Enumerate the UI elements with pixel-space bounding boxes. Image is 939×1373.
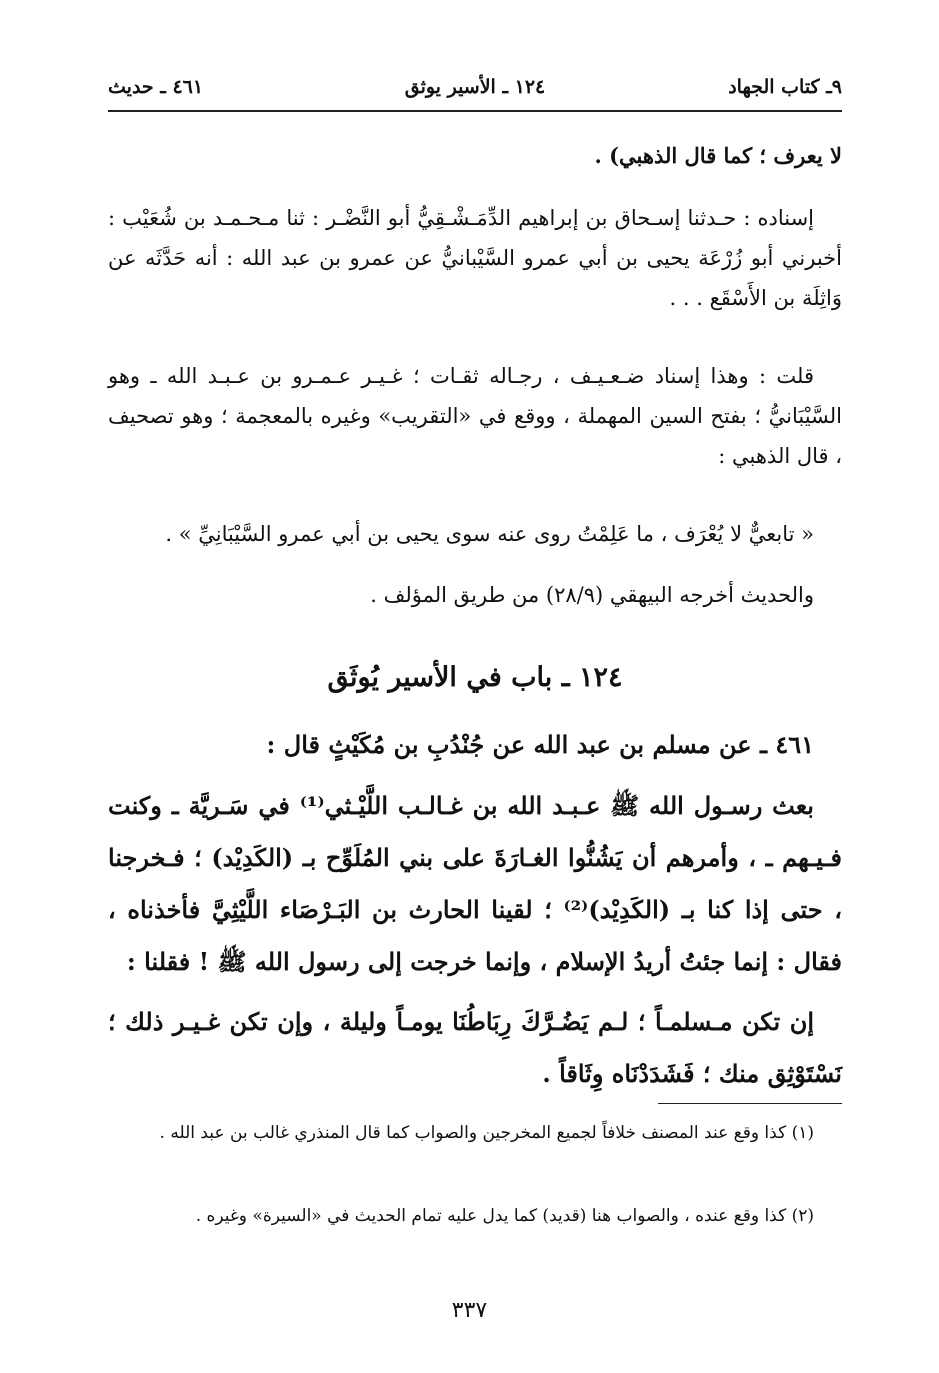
hadith-reply: إن تكن مـسلمـاً ؛ لـم يَضُـرَّكَ رِبَاطُنَا يومـاً وليلة ، وإن تكن غـيـر ذلك ؛ نَسْتَوْثِق منك ؛ فَشَدَدْنَاه وِثَاقاً . (108, 1007, 842, 1088)
intro-tail: لا يعرف ؛ كما قال الذهبي) . (594, 143, 842, 168)
dhahabi-quote: « تابعيٌّ لا يُعْرَف ، ما عَلِمْتُ روى عنه سوى يحيى بن أبي عمرو السَّيْبَانِيِّ » . (165, 522, 814, 546)
takhrij-paragraph: والحديث أخرجه البيهقي (٢٨/٩) من طريق المؤلف . (370, 583, 814, 607)
footnote-2: (٢) كذا وقع عنده ، والصواب هنا (قديد) كما يدل عليه تمام الحديث في «السيرة» وغيره . (195, 1206, 814, 1226)
header-hadith-number: ٤٦١ ـ حديث (108, 76, 204, 98)
header-divider (108, 110, 842, 112)
header-chapter: ٩ـ كتاب الجهاد (728, 76, 842, 98)
footnote-1: (١) كذا وقع عند المصنف خلافاً لجميع المخرجين والصواب كما قال المنذري غالب بن عبد الله . (159, 1123, 814, 1143)
running-header (108, 70, 842, 110)
hadith-opening: ٤٦١ ـ عن مسلم بن عبد الله عن جُنْدُبِ بن مُكَيْثٍ قال : (266, 730, 814, 759)
isnad-paragraph: إسناده : حـدثنا إسـحاق بن إبراهيم الدِّمَـشْـقِيُّ أبو النَّضْـر : ثنا مـحـمـد بن شُعَيْب : أخبرني أبو زُرْعَة يحيى بن أبي عمرو السَّيْبانيُّ عن عمرو بن عبد الله : أنه حَدَّثَه عن وَاثِلَة بن الأَسْقَع . . . (108, 206, 842, 310)
comment-paragraph: قلت : وهذا إسناد ضـعـيـف ، رجـاله ثقـات ؛ غـيـر عـمـرو بن عـبـد الله ـ وهو السَّيْبَانيُّ ؛ بفتح السين المهملة ، ووقع في «التقريب» وغيره بالمعجمة ؛ وهو تصحيف ، قال الذهبي : (108, 364, 842, 468)
chapter-title: ١٢٤ ـ باب في الأسير يُوثَق (327, 662, 623, 693)
page-number: ٣٣٧ (451, 1298, 488, 1323)
header-section: ١٢٤ ـ الأسير يوثق (404, 76, 546, 98)
footnote-divider (658, 1103, 842, 1104)
hadith-body: بعث رسـول الله ﷺ عـبـد الله بن غـالـب اللَّيْـثي⁽¹⁾ في سَـريَّة ـ وكنت فـيـهم ـ ، وأمرهم أن يَشُنُّوا الغـارَةَ على بني المُلَوِّح بـ (الكَدِيْد) ؛ فـخرجنا ، حتى إذا كنا بـ (الكَدِيْد)⁽²⁾ ؛ لقينا الحارث بن البَـرْصَاء اللَّيْثِيَّ فأخذناه ، فقال : إنما جئتُ أريدُ الإسلام ، وإنما خرجت إلى رسول الله ﷺ ! فقلنا : (108, 791, 842, 976)
